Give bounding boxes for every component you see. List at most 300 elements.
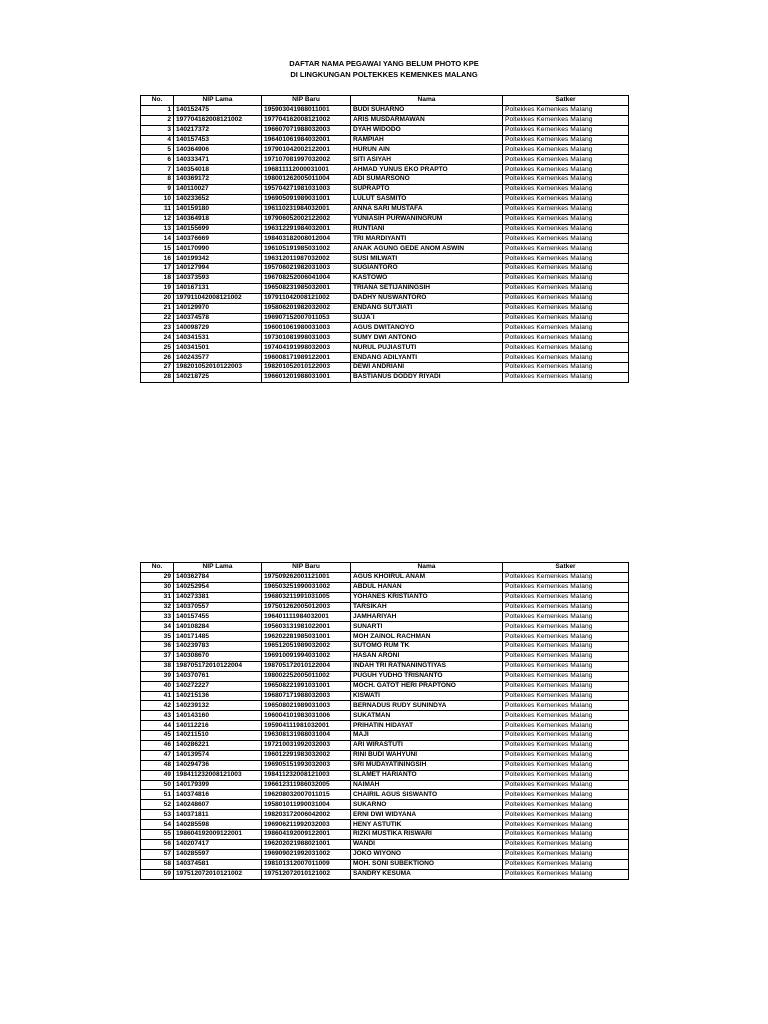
cell-satker: Poltekkes Kemenkes Malang [503,582,629,592]
cell-nama: RUNTIANI [351,224,503,234]
cell-nip-baru: 197906052002122002 [262,214,351,224]
cell-nama: ENDANG SUTJIATI [351,303,503,313]
cell-no: 53 [141,810,174,820]
header-no: No. [141,96,174,106]
cell-nama: SUNARTI [351,622,503,632]
cell-satker: Poltekkes Kemenkes Malang [503,731,629,741]
cell-no: 29 [141,572,174,582]
cell-nip-lama: 140341531 [174,333,262,343]
cell-no: 27 [141,363,174,373]
cell-nama: HURUN AIN [351,145,503,155]
cell-nip-lama: 140362784 [174,572,262,582]
cell-no: 44 [141,721,174,731]
cell-nip-baru: 196004101983031006 [262,711,351,721]
cell-no: 21 [141,303,174,313]
cell-nip-baru: 195603131981022001 [262,622,351,632]
cell-nama: TARSIKAH [351,602,503,612]
cell-nip-baru: 196601201988031001 [262,372,351,382]
cell-satker: Poltekkes Kemenkes Malang [503,612,629,622]
cell-nip-baru: 196508021989031003 [262,701,351,711]
cell-nama: AGUS DWITANOYO [351,323,503,333]
cell-nip-lama: 197911042008121002 [174,293,262,303]
cell-nip-lama: 140112216 [174,721,262,731]
cell-nama: WANDI [351,839,503,849]
cell-no: 56 [141,839,174,849]
table-row [141,274,629,284]
header-nip-baru: NIP Baru [262,96,351,106]
cell-no: 4 [141,135,174,145]
cell-satker: Poltekkes Kemenkes Malang [503,602,629,612]
cell-nama: ARI WIRASTUTI [351,741,503,751]
header-nip-baru: NIP Baru [262,563,351,573]
cell-nama: RIZKI MUSTIKA RISWARI [351,830,503,840]
cell-satker: Poltekkes Kemenkes Malang [503,303,629,313]
cell-satker: Poltekkes Kemenkes Malang [503,155,629,165]
cell-satker: Poltekkes Kemenkes Malang [503,849,629,859]
cell-nip-lama: 140143160 [174,711,262,721]
cell-nip-lama: 140333471 [174,155,262,165]
cell-nama: SUPRAPTO [351,185,503,195]
cell-no: 23 [141,323,174,333]
cell-nip-lama: 140217372 [174,125,262,135]
cell-no: 51 [141,790,174,800]
cell-nama: SUSI MILWATI [351,254,503,264]
cell-satker: Poltekkes Kemenkes Malang [503,652,629,662]
table-row [141,572,629,582]
cell-nama: TRI MARDIYANTI [351,234,503,244]
cell-no: 18 [141,274,174,284]
cell-nama: PUGUH YUDHO TRISNANTO [351,671,503,681]
cell-satker: Poltekkes Kemenkes Malang [503,661,629,671]
cell-nama: SRI MUDAYATININGSIH [351,760,503,770]
cell-nama: SUTOMO RUM TK [351,642,503,652]
table-row [141,770,629,780]
cell-nip-baru: 196906211992032003 [262,820,351,830]
table-row [141,869,629,879]
cell-nip-baru: 196401111984032001 [262,612,351,622]
cell-satker: Poltekkes Kemenkes Malang [503,711,629,721]
cell-nip-lama: 140239783 [174,642,262,652]
table-row [141,830,629,840]
cell-nama: ADI SUMARSONO [351,175,503,185]
cell-nama: KASTOWO [351,274,503,284]
cell-satker: Poltekkes Kemenkes Malang [503,671,629,681]
cell-nip-baru: 198203172006042002 [262,810,351,820]
cell-no: 13 [141,224,174,234]
cell-nip-baru: 197509262001121001 [262,572,351,582]
cell-nip-lama: 140199342 [174,254,262,264]
table-row [141,582,629,592]
cell-no: 6 [141,155,174,165]
cell-nama: BUDI SUHARNO [351,105,503,115]
cell-nip-lama: 197512072010121002 [174,869,262,879]
cell-nip-lama: 140129970 [174,303,262,313]
cell-nama: HASAN ARONI [351,652,503,662]
cell-nama: DYAH WIDODO [351,125,503,135]
cell-nama: MOCH. GATOT HERI PRAPTONO [351,681,503,691]
cell-no: 59 [141,869,174,879]
table-row [141,612,629,622]
cell-nip-baru: 196308131988031004 [262,731,351,741]
cell-nip-baru: 196110231984032001 [262,204,351,214]
header-satker: Satker [503,563,629,573]
cell-no: 28 [141,372,174,382]
cell-nip-baru: 196508231985032001 [262,283,351,293]
cell-nip-lama: 140110027 [174,185,262,195]
cell-nip-lama: 140285597 [174,849,262,859]
cell-nip-baru: 196803211991031005 [262,592,351,602]
cell-no: 35 [141,632,174,642]
header-no: No. [141,563,174,573]
cell-satker: Poltekkes Kemenkes Malang [503,244,629,254]
cell-nip-lama: 140341501 [174,343,262,353]
cell-nama: SUGIANTORO [351,264,503,274]
cell-satker: Poltekkes Kemenkes Malang [503,790,629,800]
cell-no: 8 [141,175,174,185]
cell-nip-baru: 196001061980031003 [262,323,351,333]
cell-nip-lama: 140273381 [174,592,262,602]
cell-nip-lama: 140170990 [174,244,262,254]
table-row [141,155,629,165]
table-row [141,701,629,711]
table-row [141,839,629,849]
cell-nip-lama: 140108284 [174,622,262,632]
table-row [141,363,629,373]
table-row [141,224,629,234]
cell-nip-baru: 198403182008012004 [262,234,351,244]
cell-satker: Poltekkes Kemenkes Malang [503,283,629,293]
cell-nip-baru: 197210031992032003 [262,741,351,751]
cell-nip-lama: 140218725 [174,372,262,382]
table-header-row [141,96,629,106]
table-row [141,283,629,293]
cell-nip-lama: 140371811 [174,810,262,820]
cell-no: 3 [141,125,174,135]
cell-nip-baru: 197911042008121002 [262,293,351,303]
cell-nip-baru: 196910091994031002 [262,652,351,662]
document-title [0,58,768,80]
cell-nip-lama: 140171485 [174,632,262,642]
cell-nip-baru: 196807171988032003 [262,691,351,701]
table-row [141,622,629,632]
cell-nama: SUKARNO [351,800,503,810]
cell-satker: Poltekkes Kemenkes Malang [503,572,629,582]
cell-no: 50 [141,780,174,790]
cell-nama: ENDANG ADILYANTI [351,353,503,363]
cell-nip-baru: 196905091989031001 [262,194,351,204]
employee-table-2 [140,562,629,880]
cell-nip-lama: 140286221 [174,741,262,751]
cell-satker: Poltekkes Kemenkes Malang [503,780,629,790]
cell-satker: Poltekkes Kemenkes Malang [503,135,629,145]
cell-satker: Poltekkes Kemenkes Malang [503,175,629,185]
table-row [141,303,629,313]
cell-satker: Poltekkes Kemenkes Malang [503,622,629,632]
table-row [141,859,629,869]
table-row [141,194,629,204]
table-row [141,671,629,681]
title-line-1: DAFTAR NAMA PEGAWAI YANG BELUM PHOTO KPE [289,59,479,68]
cell-satker: Poltekkes Kemenkes Malang [503,691,629,701]
cell-satker: Poltekkes Kemenkes Malang [503,115,629,125]
cell-nip-lama: 140215136 [174,691,262,701]
cell-nama: SLAMET HARIANTO [351,770,503,780]
cell-no: 14 [141,234,174,244]
cell-nip-baru: 197512072010121002 [262,869,351,879]
cell-nip-baru: 197301081998031003 [262,333,351,343]
table-row [141,681,629,691]
cell-no: 40 [141,681,174,691]
cell-no: 24 [141,333,174,343]
cell-nama: JAMHARIYAH [351,612,503,622]
cell-satker: Poltekkes Kemenkes Malang [503,224,629,234]
cell-nip-lama: 140233652 [174,194,262,204]
table-row [141,711,629,721]
cell-nip-lama: 140152475 [174,105,262,115]
cell-satker: Poltekkes Kemenkes Malang [503,293,629,303]
cell-nip-lama: 140285598 [174,820,262,830]
cell-nama: MAJI [351,731,503,741]
cell-nip-lama: 198705172010122004 [174,661,262,671]
table-row [141,105,629,115]
cell-nama: ANAK AGUNG GEDE ANOM ASWIN [351,244,503,254]
table-row [141,254,629,264]
cell-no: 36 [141,642,174,652]
cell-satker: Poltekkes Kemenkes Malang [503,333,629,343]
cell-no: 34 [141,622,174,632]
cell-satker: Poltekkes Kemenkes Malang [503,800,629,810]
cell-nip-lama: 140272227 [174,681,262,691]
cell-nip-baru: 198705172010122004 [262,661,351,671]
cell-nama: HENY ASTUTIK [351,820,503,830]
cell-nip-baru: 196503251990031002 [262,582,351,592]
cell-nip-baru: 196202021988021001 [262,839,351,849]
cell-satker: Poltekkes Kemenkes Malang [503,313,629,323]
cell-nip-lama: 140294736 [174,760,262,770]
cell-satker: Poltekkes Kemenkes Malang [503,274,629,284]
cell-no: 25 [141,343,174,353]
cell-nip-baru: 195903041988011001 [262,105,351,115]
cell-nama: ABDUL HANAN [351,582,503,592]
cell-satker: Poltekkes Kemenkes Malang [503,185,629,195]
cell-nip-lama: 140248607 [174,800,262,810]
cell-nip-lama: 197704162008121002 [174,115,262,125]
cell-nama: TRIANA SETIJANINGSIH [351,283,503,293]
cell-satker: Poltekkes Kemenkes Malang [503,592,629,602]
cell-no: 31 [141,592,174,602]
cell-nama: CHAIRIL AGUS SISWANTO [351,790,503,800]
cell-nama: SITI ASIYAH [351,155,503,165]
cell-nama: BASTIANUS DODDY RIYADI [351,372,503,382]
cell-nip-lama: 140155699 [174,224,262,234]
cell-nama: NAIMAH [351,780,503,790]
cell-satker: Poltekkes Kemenkes Malang [503,859,629,869]
cell-nip-baru: 196202281985031001 [262,632,351,642]
cell-nip-lama: 140374578 [174,313,262,323]
cell-satker: Poltekkes Kemenkes Malang [503,125,629,135]
table-row [141,780,629,790]
cell-nama: SANDRY KESUMA [351,869,503,879]
cell-satker: Poltekkes Kemenkes Malang [503,343,629,353]
cell-nama: KISWATI [351,691,503,701]
cell-nip-baru: 195801011990031004 [262,800,351,810]
cell-nip-baru: 196401061984032001 [262,135,351,145]
cell-nip-baru: 197704162008121002 [262,115,351,125]
table-row [141,800,629,810]
cell-nip-baru: 196811112000031001 [262,165,351,175]
table-row [141,293,629,303]
table-row [141,204,629,214]
cell-nip-baru: 196208032007011015 [262,790,351,800]
cell-no: 32 [141,602,174,612]
cell-nip-baru: 196312011987032002 [262,254,351,264]
table-row [141,810,629,820]
cell-satker: Poltekkes Kemenkes Malang [503,372,629,382]
table-row [141,849,629,859]
cell-nip-lama: 140159180 [174,204,262,214]
cell-nip-baru: 195904111981032001 [262,721,351,731]
cell-nama: ANNA SARI MUSTAFA [351,204,503,214]
cell-nip-baru: 196907152007011053 [262,313,351,323]
table-row [141,820,629,830]
header-nama: Nama [351,96,503,106]
cell-no: 1 [141,105,174,115]
cell-satker: Poltekkes Kemenkes Malang [503,830,629,840]
cell-nip-lama: 140364918 [174,214,262,224]
table-row [141,760,629,770]
cell-nama: RAMPIAH [351,135,503,145]
table-row [141,333,629,343]
cell-no: 2 [141,115,174,125]
cell-nama: DEWI ANDRIANI [351,363,503,373]
cell-no: 33 [141,612,174,622]
cell-nip-baru: 196708252006041004 [262,274,351,284]
cell-nip-lama: 140354018 [174,165,262,175]
cell-nama: YOHANES KRISTIANTO [351,592,503,602]
cell-no: 9 [141,185,174,195]
table-row [141,372,629,382]
table-row [141,115,629,125]
cell-nip-lama: 140308670 [174,652,262,662]
table-row [141,353,629,363]
table-row [141,721,629,731]
cell-no: 30 [141,582,174,592]
cell-nip-baru: 196312291984032001 [262,224,351,234]
cell-nip-baru: 198001262005011004 [262,175,351,185]
cell-nip-baru: 198411232008121003 [262,770,351,780]
cell-satker: Poltekkes Kemenkes Malang [503,264,629,274]
cell-nip-lama: 140370557 [174,602,262,612]
cell-no: 45 [141,731,174,741]
cell-nip-baru: 196905151993032003 [262,760,351,770]
cell-no: 58 [141,859,174,869]
cell-nama: SUJA`I [351,313,503,323]
cell-nip-baru: 197501262005012003 [262,602,351,612]
cell-nama: SUMY DWI ANTONO [351,333,503,343]
header-nip-lama: NIP Lama [174,96,262,106]
cell-nip-lama: 140370761 [174,671,262,681]
cell-nama: DADHY NUSWANTORO [351,293,503,303]
cell-nip-lama: 140127994 [174,264,262,274]
cell-nip-lama: 198411232008121003 [174,770,262,780]
cell-nama: ARIS MUSDARMAWAN [351,115,503,125]
cell-no: 55 [141,830,174,840]
cell-nip-lama: 140243577 [174,353,262,363]
cell-no: 19 [141,283,174,293]
cell-nama: JOKO WIYONO [351,849,503,859]
cell-nip-baru: 196508221991031001 [262,681,351,691]
table-row [141,731,629,741]
cell-no: 15 [141,244,174,254]
cell-satker: Poltekkes Kemenkes Malang [503,194,629,204]
cell-no: 17 [141,264,174,274]
cell-nama: SUKATMAN [351,711,503,721]
header-nama: Nama [351,563,503,573]
cell-no: 5 [141,145,174,155]
table-row [141,185,629,195]
cell-no: 10 [141,194,174,204]
table-row [141,125,629,135]
cell-satker: Poltekkes Kemenkes Malang [503,869,629,879]
cell-nama: INDAH TRI RATNANINGTIYAS [351,661,503,671]
cell-nama: AHMAD YUNUS EKO PRAPTO [351,165,503,175]
cell-nama: PRIHATIN HIDAYAT [351,721,503,731]
cell-satker: Poltekkes Kemenkes Malang [503,810,629,820]
cell-nip-lama: 140374816 [174,790,262,800]
cell-nip-baru: 198201052010122003 [262,363,351,373]
table-row [141,741,629,751]
header-nip-lama: NIP Lama [174,563,262,573]
cell-no: 41 [141,691,174,701]
cell-nama: YUNIASIH PURWANINGRUM [351,214,503,224]
cell-satker: Poltekkes Kemenkes Malang [503,681,629,691]
cell-nip-baru: 197107081997032002 [262,155,351,165]
cell-nip-lama: 140157455 [174,612,262,622]
cell-satker: Poltekkes Kemenkes Malang [503,750,629,760]
cell-nip-baru: 195706021982031003 [262,264,351,274]
table-row [141,264,629,274]
table-row [141,661,629,671]
cell-nama: RINI BUDI WAHYUNI [351,750,503,760]
table-row [141,602,629,612]
cell-no: 16 [141,254,174,264]
table-header-row [141,563,629,573]
table-row [141,175,629,185]
cell-no: 42 [141,701,174,711]
cell-nip-baru: 196012291983032002 [262,750,351,760]
table-row [141,691,629,701]
cell-nip-lama: 140374581 [174,859,262,869]
cell-no: 57 [141,849,174,859]
cell-nama: NURUL PUJIASTUTI [351,343,503,353]
cell-nama: MOH. SONI SUBEKTIONO [351,859,503,869]
cell-nip-lama: 198201052010122003 [174,363,262,373]
cell-no: 49 [141,770,174,780]
cell-nip-lama: 140369172 [174,175,262,185]
cell-nip-lama: 140376669 [174,234,262,244]
cell-satker: Poltekkes Kemenkes Malang [503,642,629,652]
cell-satker: Poltekkes Kemenkes Malang [503,839,629,849]
table-row [141,632,629,642]
cell-nip-baru: 196008171989122001 [262,353,351,363]
cell-nip-lama: 140373593 [174,274,262,284]
cell-satker: Poltekkes Kemenkes Malang [503,105,629,115]
cell-no: 26 [141,353,174,363]
cell-nama: ERNI DWI WIDYANA [351,810,503,820]
cell-nip-lama: 198604192009122001 [174,830,262,840]
cell-satker: Poltekkes Kemenkes Malang [503,353,629,363]
cell-no: 11 [141,204,174,214]
